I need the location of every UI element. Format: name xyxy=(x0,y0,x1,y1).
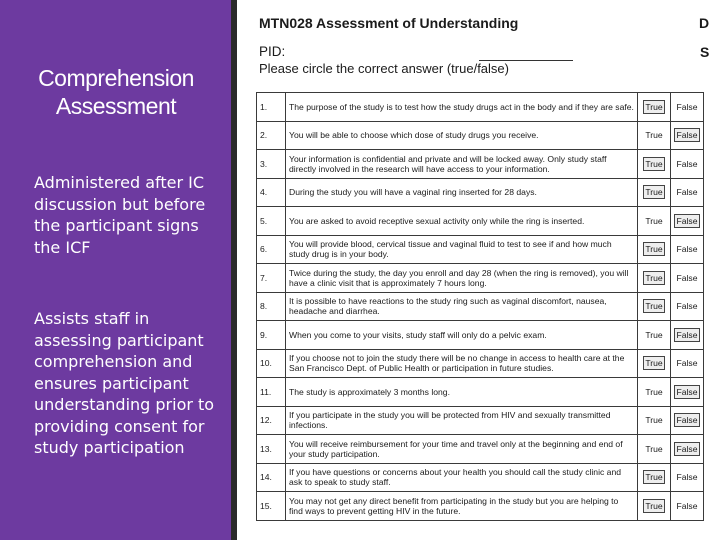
true-option-cell xyxy=(638,93,671,122)
question-text: You may not get any direct benefit from participating in the study but you are helping to find ways to prevent getting HIV in the future. xyxy=(289,495,619,516)
question-number: 11. xyxy=(260,386,272,397)
cropped-edge-text-mid: S xyxy=(700,44,710,60)
false-option[interactable]: False xyxy=(676,272,698,283)
question-text: Your information is confidential and private and will be locked away. Only study staff directly involved in the research will have access to your information. xyxy=(289,153,607,174)
question-text: If you have questions or concerns about your health you should call the study clinic and ask to speak to study staff. xyxy=(289,467,622,488)
question-text: You will provide blood, cervical tissue and vaginal fluid to test to see if and how much study drug is in your body. xyxy=(289,239,612,260)
question-number-cell xyxy=(257,463,286,492)
question-text-cell xyxy=(286,264,638,293)
question-number: 2. xyxy=(260,130,268,141)
question-text: When you come to your visits, study staff will only do a pelvic exam. xyxy=(289,329,547,340)
question-number: 14. xyxy=(260,472,272,483)
false-option-cell xyxy=(671,121,704,150)
question-text-cell xyxy=(286,378,638,407)
true-option-cell xyxy=(638,378,671,407)
true-option-cell xyxy=(638,178,671,207)
table-row xyxy=(257,93,704,122)
question-number-cell xyxy=(257,492,286,521)
question-text-cell xyxy=(286,121,638,150)
question-number-cell xyxy=(257,406,286,435)
true-option-cell xyxy=(638,492,671,521)
false-option-cell xyxy=(671,463,704,492)
true-option-cell xyxy=(638,435,671,464)
true-option-cell xyxy=(638,235,671,264)
question-number: 15. xyxy=(260,500,272,511)
true-option-cell xyxy=(638,406,671,435)
true-option-cell xyxy=(638,207,671,236)
true-option[interactable]: True xyxy=(645,101,663,112)
question-number: 12. xyxy=(260,415,272,426)
question-number: 1. xyxy=(260,101,268,112)
table-row xyxy=(257,178,704,207)
true-option-cell xyxy=(638,150,671,179)
title-line-2: Assessment xyxy=(55,93,177,119)
false-option[interactable]: False xyxy=(676,215,698,226)
table-row xyxy=(257,406,704,435)
table-row xyxy=(257,492,704,521)
question-text-cell xyxy=(286,435,638,464)
false-option-cell xyxy=(671,435,704,464)
true-option-cell xyxy=(638,321,671,350)
question-text: If you choose not to join the study there will be no change in access to health care at the San Francisco Dept. of Public Health or participation in future studies. xyxy=(289,353,625,374)
true-option[interactable]: True xyxy=(645,301,663,312)
question-number: 9. xyxy=(260,329,268,340)
table-row xyxy=(257,435,704,464)
table-row xyxy=(257,321,704,350)
question-number-cell xyxy=(257,178,286,207)
question-number-cell xyxy=(257,292,286,321)
question-text-cell xyxy=(286,292,638,321)
question-number: 7. xyxy=(260,272,268,283)
question-text-cell xyxy=(286,93,638,122)
false-option[interactable]: False xyxy=(676,358,698,369)
false-option[interactable]: False xyxy=(676,101,698,112)
false-option-cell xyxy=(671,349,704,378)
false-option[interactable]: False xyxy=(676,187,698,198)
false-option-cell xyxy=(671,150,704,179)
question-text-cell xyxy=(286,150,638,179)
sidebar-divider xyxy=(231,0,237,540)
question-number-cell xyxy=(257,435,286,464)
false-option-cell xyxy=(671,207,704,236)
false-option[interactable]: False xyxy=(676,415,698,426)
question-number-cell xyxy=(257,121,286,150)
false-option-cell xyxy=(671,492,704,521)
question-number-cell xyxy=(257,93,286,122)
question-number-cell xyxy=(257,264,286,293)
false-option[interactable]: False xyxy=(676,244,698,255)
question-number-cell xyxy=(257,235,286,264)
question-text: During the study you will have a vaginal ring inserted for 28 days. xyxy=(289,187,537,198)
pid-label: PID: xyxy=(259,44,286,59)
false-option-cell xyxy=(671,292,704,321)
question-number: 10. xyxy=(260,358,272,369)
question-number-cell xyxy=(257,378,286,407)
false-option-cell xyxy=(671,406,704,435)
question-number: 3. xyxy=(260,158,268,169)
question-number: 6. xyxy=(260,244,268,255)
false-option[interactable]: False xyxy=(676,500,698,511)
true-option[interactable]: True xyxy=(645,443,663,454)
true-option[interactable]: True xyxy=(645,472,663,483)
true-option[interactable]: True xyxy=(645,158,663,169)
true-option[interactable]: True xyxy=(645,500,663,511)
false-option-cell xyxy=(671,93,704,122)
question-number-cell xyxy=(257,349,286,378)
question-text: The purpose of the study is to test how the study drugs act in the body and if they are safe. xyxy=(289,101,634,112)
true-option[interactable]: True xyxy=(645,130,663,141)
document-title: MTN028 Assessment of Understanding xyxy=(259,15,519,31)
table-row xyxy=(257,349,704,378)
table-row xyxy=(257,292,704,321)
question-text-cell xyxy=(286,178,638,207)
question-number: 4. xyxy=(260,187,268,198)
true-option[interactable]: True xyxy=(645,329,663,340)
paragraph-assists: Assists staff in assessing participant comprehension and ensures participant understanding prior to providing consent for study participation xyxy=(34,309,215,457)
table-row xyxy=(257,378,704,407)
title-line-1: Comprehension xyxy=(38,65,194,91)
question-text: You will be able to choose which dose of study drugs you receive. xyxy=(289,130,539,141)
question-text-cell xyxy=(286,207,638,236)
true-option-cell xyxy=(638,292,671,321)
true-option[interactable]: True xyxy=(645,215,663,226)
false-option[interactable]: False xyxy=(676,443,698,454)
question-text: You will receive reimbursement for your time and travel only at the beginning and end of your study participation. xyxy=(289,438,623,459)
question-number-cell xyxy=(257,207,286,236)
paragraph-administered: Administered after IC discussion but before the participant signs the ICF xyxy=(34,173,206,257)
table-row xyxy=(257,150,704,179)
false-option-cell xyxy=(671,178,704,207)
question-number-cell xyxy=(257,321,286,350)
question-text: Twice during the study, the day you enroll and day 28 (when the ring is removed), you will have a clinic visit that is approximately 7 hours long. xyxy=(289,267,629,288)
table-row xyxy=(257,264,704,293)
question-text-cell xyxy=(286,235,638,264)
question-text: It is possible to have reactions to the study ring such as vaginal discomfort, nausea, headache and diarrhea. xyxy=(289,296,607,317)
false-option-cell xyxy=(671,264,704,293)
false-option-cell xyxy=(671,321,704,350)
question-text: The study is approximately 3 months long. xyxy=(289,386,450,397)
true-option-cell xyxy=(638,349,671,378)
true-option-cell xyxy=(638,264,671,293)
table-row xyxy=(257,207,704,236)
slide-title xyxy=(10,64,222,120)
question-text-cell xyxy=(286,406,638,435)
false-option[interactable]: False xyxy=(676,301,698,312)
false-option[interactable]: False xyxy=(676,386,698,397)
question-number: 8. xyxy=(260,301,268,312)
question-text-cell xyxy=(286,492,638,521)
false-option[interactable]: False xyxy=(676,472,698,483)
instructions: Please circle the correct answer (true/false) xyxy=(259,61,509,76)
assessment-document xyxy=(245,0,720,540)
cropped-edge-text-top: D xyxy=(699,15,710,31)
true-option[interactable]: True xyxy=(645,415,663,426)
question-number-cell xyxy=(257,150,286,179)
false-option-cell xyxy=(671,235,704,264)
true-option[interactable]: True xyxy=(645,358,663,369)
true-option[interactable]: True xyxy=(645,187,663,198)
table-row xyxy=(257,463,704,492)
false-option[interactable]: False xyxy=(676,130,698,141)
true-option[interactable]: True xyxy=(645,244,663,255)
question-text-cell xyxy=(286,321,638,350)
question-number: 5. xyxy=(260,215,268,226)
question-text-cell xyxy=(286,463,638,492)
purple-sidebar xyxy=(0,0,237,540)
false-option[interactable]: False xyxy=(676,329,698,340)
true-option[interactable]: True xyxy=(645,272,663,283)
questions-table xyxy=(256,92,704,521)
true-option[interactable]: True xyxy=(645,386,663,397)
question-text: If you participate in the study you will be protected from HIV and sexually transmitted infections. xyxy=(289,410,611,431)
true-option-cell xyxy=(638,463,671,492)
table-row xyxy=(257,235,704,264)
table-row xyxy=(257,121,704,150)
false-option[interactable]: False xyxy=(676,158,698,169)
false-option-cell xyxy=(671,378,704,407)
question-text: You are asked to avoid receptive sexual activity only while the ring is inserted. xyxy=(289,215,585,226)
true-option-cell xyxy=(638,121,671,150)
question-text-cell xyxy=(286,349,638,378)
question-number: 13. xyxy=(260,443,272,454)
